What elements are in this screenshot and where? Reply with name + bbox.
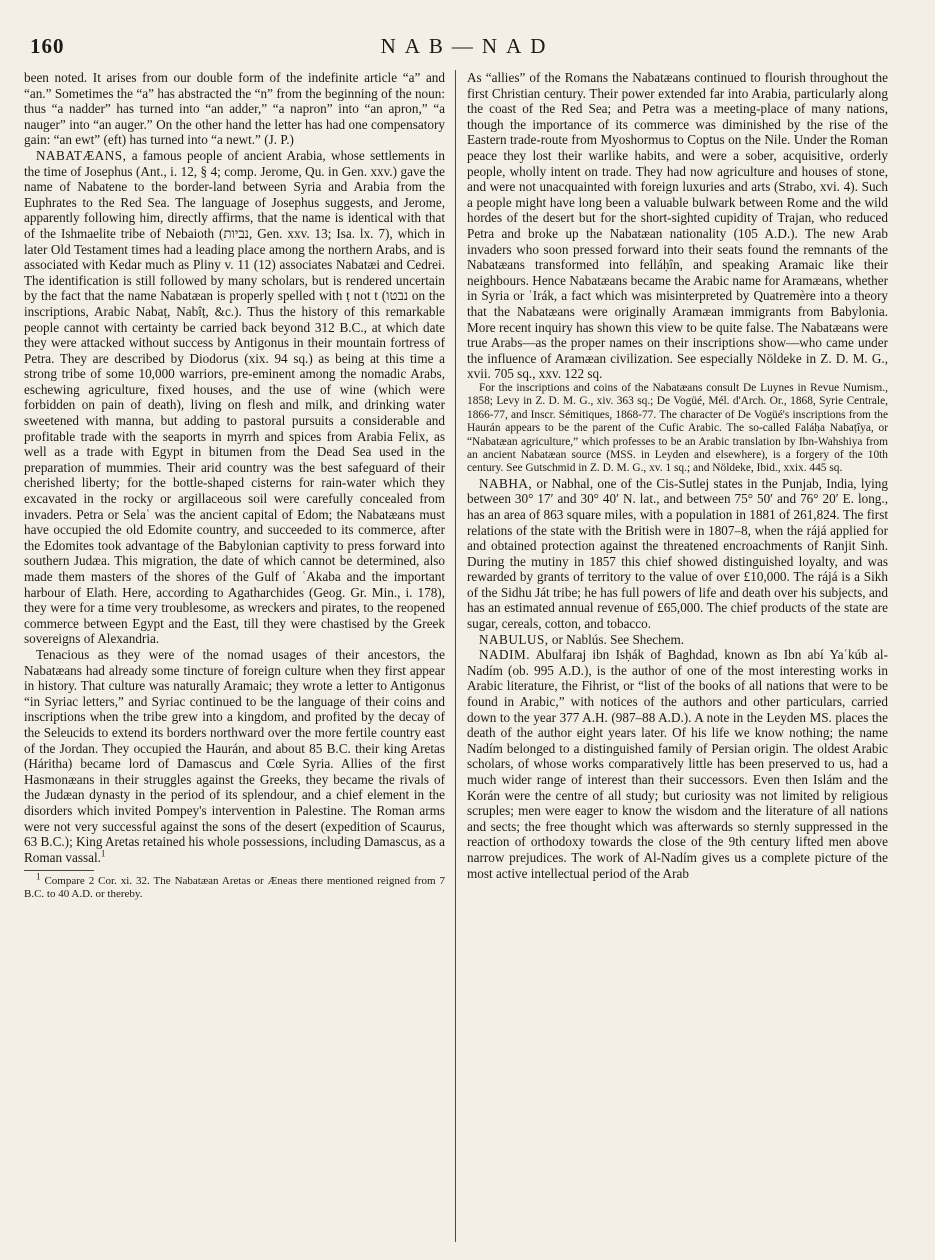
entry-text: or Nabhal, one of the Cis-Sutlej states in the Punjab, India, lying between 30° 17′ and 30° 40′ N. lat., and between 75° 50′ and 76° 20′ E. long., has an area of 863 square miles, with a population in 1881 of 261,824. The first relations of the state with the British were in 1807–8, when the rájá applied for and obtained protection against the threatened encroachments of Ranjit Sinh. During the mutiny in 1857 this chief showed distinguished loyalty, and was rewarded by grants of territory to the value of over £10,000. The rájá is a Sikh of the Sidhu Ját tribe; he has full powers of life and death over his subjects, and has an estimated annual revenue of £65,000. The chief products of the state are sugar, cereals, cotton, and tobacco. bbox=[467, 475, 888, 632]
footnote bbox=[24, 871, 445, 901]
entry-nadim bbox=[467, 647, 888, 881]
right-column bbox=[467, 70, 888, 1248]
entry-nabha bbox=[467, 476, 888, 632]
footnote-text: Compare 2 Cor. xi. 32. The Nabatæan Aretas or Æneas there mentioned reigned from 7 B.C. to 40 A.D. or thereby. bbox=[24, 875, 445, 901]
entry-text: or Nablús. See Shechem. bbox=[548, 631, 685, 647]
paragraph-text: Tenacious as they were of the nomad usages of their ancestors, the Nabatæans had already some tincture of foreign culture when they first appear in history. That culture was naturally Aramaic; they wrote a letter to Antigonus “in Syriac letters,” and Syriac continued to be the language of their coins and inscriptions when the tribe grew into a kingdom, and profited by the decay of the Seleucids to extend its borders northward over the more fertile country east of the Jordan. They occupied the Haurán, and about 85 B.C. their king Aretas (Háritha) became lord of Damascus and Cœle Syria. Allies of the first Hasmonæans in their struggles against the Greeks, they became the rivals of the Judæan dynasty in the period of its splendour, and a chief element in the disorders which invited Pompey's intervention in Palestine. The Roman arms were not very successful against the sons of the desert (expedition of Scaurus, 63 B.C.); King Aretas retained his whole possessions, including Damascus, as a Roman vassal. bbox=[24, 646, 445, 865]
bibliography-note: For the inscriptions and coins of the Nabatæans consult De Luynes in Revue Numism., 1858; Levy in Z. D. M. G., xiv. 363 sq.; De Vogüé, Mél. d'Arch. Or., 1868, Syrie Centrale, 1866-77, and Inscr. Sémitiques, 1868-77. The character of De Vogüé's inscriptions from the Haurán appears to be the parent of the Cufic Arabic. The so-called Faláḥa Nabaṭîya, or “Nabatæan agriculture,” which professes to be an Arabic translation by Ibn-Wahshiya from an ancient Nabatæan source (MSS. in Leyden and elsewhere), is a forgery of the 10th century. See Gutschmid in Z. D. M. G., xv. 1 sq.; and Nöldeke, Ibid., xxix. 445 sq. bbox=[467, 381, 888, 475]
left-column bbox=[24, 70, 445, 1248]
footnote-divider bbox=[24, 870, 94, 871]
entry-headword: NABULUS, bbox=[479, 631, 549, 647]
footnote-reference: 1 bbox=[100, 848, 106, 859]
paragraph: As “allies” of the Romans the Nabatæans continued to flourish throughout the first Christian century. Their power extended far into Arabia, particularly along the coast of the Red Sea; and Petra was a meeting-place of many nations, though the importance of its commerce was diminished by the rise of the Eastern trade-route from Myoshormus to Coptus on the Nile. Under the Roman peace they lost their warlike habits, and were a sober, acquisitive, orderly people, wholly intent on trade. They had now agriculture and houses of stone, and were not unacquainted with foreign luxuries and arts (Strabo, xvi. 4). Such a people might have long been a valuable bulwark between Rome and the wild hordes of the desert but for the short-sighted cupidity of Trajan, who reduced Petra and broke up the Nabatæan nationality (105 A.D.). The new Arab invaders who soon pressed forward into their seats found the remnants of the Nabatæans transformed into felláḥîn, and speaking Aramaic like their neighbours. Hence Nabatæans became the Arabic name for Aramæans, whether in Syria or ʿIrák, a fact which was misinterpreted by Quatremère into a theory that the Nabatæans were originally Aramæan immigrants from Babylonia. More recent inquiry has shown this view to be quite false. The Nabatæans were true Arabs—as the proper names on their inscriptions show—who came under the influence of Aramæan civilization. See especially Nöldeke in Z. D. M. G., xvii. 705 sq., xxv. 122 sq. bbox=[467, 70, 888, 382]
entry-text: a famous people of ancient Arabia, whose settlements in the time of Josephus (Ant., i. 12, § 4; comp. Jerome, Qu. in Gen. xxv.) gave the name of Nabatene to the border-land between Syria and Arabia from the Euphrates to the Red Sea. The language of Josephus suggests, and Jerome, apparently following him, directly affirms, that the name is identical with that of the Ishmaelite tribe of Nebaioth (נביות, Gen. xxv. 13; Isa. lx. 7), which in later Old Testament times had a leading place among the northern Arabs, and is associated with Kedar much as Pliny v. 11 (12) associates Nabatæi and Cedrei. The identification is still followed by many scholars, but is rendered uncertain by the fact that the name Nabatæan is properly spelled with ṭ not t (נבטו on the inscriptions, Arabic Nabaṭ, Nabîṭ, &c.). Thus the history of this remarkable people cannot with certainty be carried back beyond 312 B.C., at which date they were attacked without success by Antigonus in their mountain fortress of Petra. They are described by Diodorus (xix. 94 sq.) as being at this time a strong tribe of some 10,000 warriors, pre-eminent among the nomadic Arabs, eschewing agriculture, fixed houses, and the use of wine (which were forbidden on pain of death), living on flesh and milk, and drinking water sweetened with manna, but adding to pastoral pursuits a considerable and profitable trade with the seaports in myrrh and spices from Arabia Felix, as well as a trade with Egypt in bitumen from the Dead Sea used in the preparation of mummies. Their arid country was the best safeguard of their cherished liberty; for the bottle-shaped cisterns for rain-water which they excavated in the rocky or argillaceous soil were carefully concealed from invaders. Petra or Selaʿ was the ancient capital of Edom; the Nabatæans must have occupied the old Edomite country, and succeeded to its commerce, after the Edomites took advantage of the Babylonian captivity to press forward into southern Judæa. This migration, the date of which cannot be determined, also made them masters of the shores of the Gulf of ʿAkaba and the important harbour of Elath. Here, according to Agatharchides (Geog. Gr. Min., i. 178), they were for a time very troublesome, as wreckers and pirates, to the reopened commerce between Egypt and the East, till they were chastised by the Greek sovereigns of Alexandria. bbox=[24, 147, 445, 647]
entry-nabulus bbox=[467, 632, 888, 648]
paragraph: been noted. It arises from our double form of the indefinite article “a” and “an.” Sometimes the “a” has abstracted the “n” from the beginning of the noun: thus “a nadder” has turned into “an adder,” “a napron” into “an apron,” “a nauger” into “an auger.” On the other hand the letter has had one compensatory gain: “an ewt” (eft) has turned into “a newt.” (J. P.) bbox=[24, 70, 445, 148]
paragraph bbox=[24, 647, 445, 865]
page-header bbox=[0, 30, 935, 64]
footnote-mark: 1 bbox=[36, 871, 41, 882]
entry-headword: NADIM. bbox=[479, 647, 530, 663]
entry-headword: NABATÆANS, bbox=[36, 147, 127, 163]
page-number: 160 bbox=[30, 34, 65, 58]
column-divider bbox=[455, 70, 456, 1242]
entry-text: Abulfaraj ibn Isḥák of Baghdad, known as Ibn abí Yaʿkúb al-Nadím (ob. 995 A.D.), is the author of one of the most interesting works in Arabic literature, the Fihrist, or “list of the books of all nations that were to be found in Arabic,” with notices of the authors and other particulars, carried down to the year 377 A.H. (987–88 A.D.). A note in the Leyden MS. places the death of the author eight years later. Of his life we know nothing; the name Nadím belonged to a distinguished family of Persian origin. The oldest Arabic scholars, of whose works comparatively little has been preserved to us, had a much wider range of interest than their successors. Even then Islám and the Korán were the centre of all study; but curiosity was not limited by religious scruples; men were eager to know the wisdom and the literature of all nations and sects; the free thought which was afterwards so sternly suppressed in the reaction of orthodoxy towards the close of the 9th century lifted men above narrow prejudices. The work of Al-Nadím gives us a complete picture of the most active intellectual period of the Arab bbox=[467, 647, 888, 881]
running-head: NAB—NAD bbox=[380, 34, 555, 58]
entry-headword: NABHA, bbox=[479, 475, 533, 491]
entry-nabataeans bbox=[24, 148, 445, 647]
